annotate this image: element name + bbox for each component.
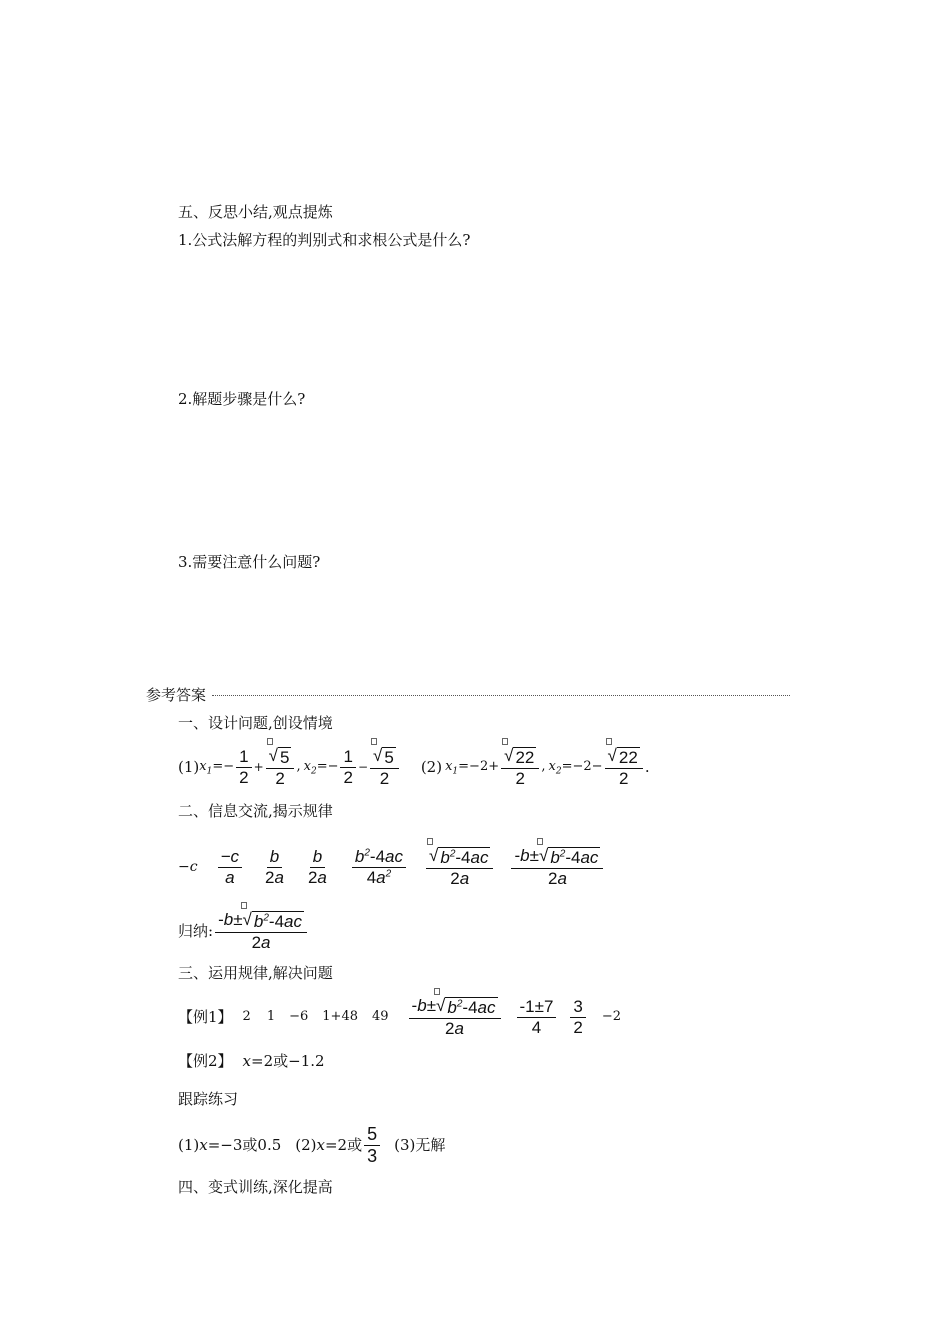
fraction: -b± √ $b^2-4ac$ 2a <box>215 910 307 952</box>
item-2-label: (2) <box>295 1136 317 1155</box>
answer-section-2-heading: 二、信息交流,揭示规律 <box>178 802 333 820</box>
item-3-result: (3)无解 <box>394 1136 446 1155</box>
fraction: -b± √ $b^2-4ac$ 2a <box>511 846 603 888</box>
fraction: √ 22 2 <box>501 746 539 788</box>
value: −2 <box>601 1009 622 1025</box>
fraction: $\frac{-c}{a}$ <box>218 847 242 887</box>
fraction: -b± √ $b^2-4ac$ 2a <box>409 996 501 1038</box>
dotted-divider <box>212 695 790 696</box>
item-1-result: =−3或0.5 <box>207 1136 282 1155</box>
variable-x: x <box>199 1136 208 1155</box>
tracking-practice-heading: 跟踪练习 <box>178 1090 239 1108</box>
summary-formula <box>178 910 309 952</box>
fraction: $\frac{b}{2a}$ <box>307 847 327 887</box>
fraction: $\frac{5}{3}$ <box>364 1124 380 1166</box>
fraction: $\frac{b}{2a}$ <box>265 847 284 887</box>
value: 2 <box>242 1009 251 1025</box>
answer-section-4-heading: 四、变式训练,深化提高 <box>178 1178 333 1196</box>
fraction: √ 22 2 <box>605 746 643 788</box>
question-2: 2.解题步骤是什么? <box>178 390 306 408</box>
fraction: $\frac{-1\pm 7}{4}$ <box>517 997 557 1037</box>
fraction: $\frac{1}{2}$ <box>340 747 355 787</box>
part-2-label: (2) <box>420 758 443 777</box>
example-2-answer <box>178 1052 325 1070</box>
part-1-label: (1) <box>178 758 200 777</box>
value: 49 <box>372 1009 389 1025</box>
value: 1 <box>266 1009 276 1025</box>
fraction: √ 5 2 <box>266 746 295 788</box>
summary-label: 归纳: <box>178 922 214 941</box>
fraction: √ 5 2 <box>370 746 399 788</box>
question-1: 1.公式法解方程的判别式和求根公式是什么? <box>178 231 471 249</box>
variable-x: x <box>242 1052 252 1070</box>
answer-section-1-formulas: (1) $x_1$ =− $\frac{1}{2}$ + √ 5 2 , $x_2$ =− $\frac{1}{2}$ − √ 5 2 (2) $x_1$ =−2+ √ 22 2 , $x_2$ =−2− √ 22 2 . <box>178 746 650 788</box>
fraction: $\frac{b^2-4ac}{4a^2}$ <box>352 847 406 887</box>
item-2-result: =2或 <box>324 1136 363 1155</box>
fraction: $\frac{1}{2}$ <box>236 747 251 787</box>
value: 1+48 <box>322 1009 358 1025</box>
answer-section-3-heading: 三、运用规律,解决问题 <box>178 964 333 982</box>
answers-title: 参考答案 <box>146 686 207 704</box>
section-heading-reflection: 五、反思小结,观点提炼 <box>178 203 333 221</box>
item-1-label: (1) <box>178 1136 200 1155</box>
fraction: $\frac{3}{2}$ <box>570 997 585 1037</box>
answer-section-2-formulas <box>178 846 605 888</box>
value: −6 <box>289 1009 309 1025</box>
question-3: 3.需要注意什么问题? <box>178 553 321 571</box>
fraction: √ $b^2-4ac$ 2a <box>426 846 493 888</box>
neg-c: −c <box>178 858 198 875</box>
example-2-label: 【例2】 <box>178 1052 233 1070</box>
example-1-label: 【例1】 <box>178 1008 233 1027</box>
tracking-practice-answers <box>178 1124 445 1166</box>
example-1-answer <box>178 996 621 1038</box>
answer-section-1-heading: 一、设计问题,创设情境 <box>178 714 333 732</box>
variable-x: x <box>316 1136 325 1155</box>
example-2-result: =2或−1.2 <box>251 1052 325 1070</box>
